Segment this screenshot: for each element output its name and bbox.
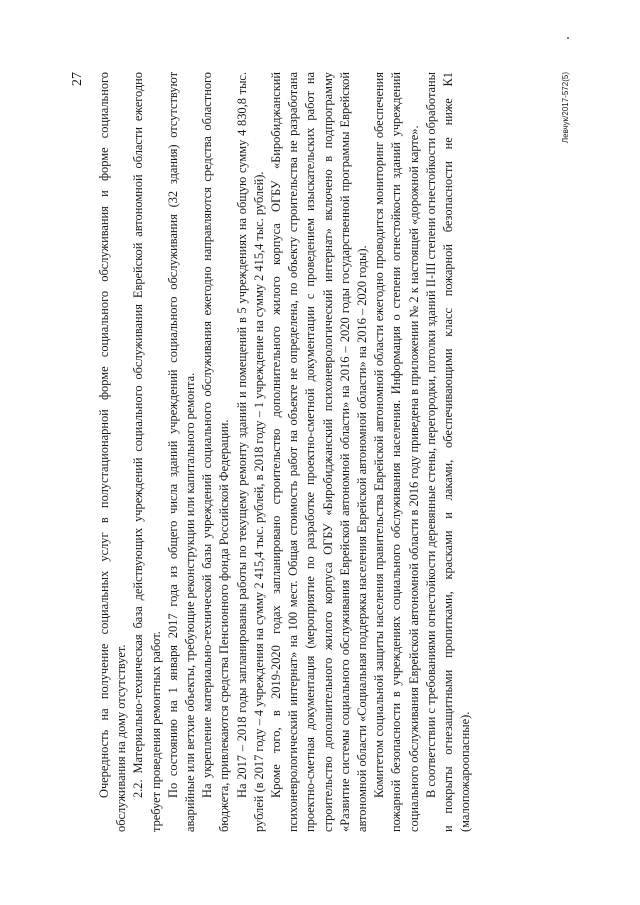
scan-speck [567, 37, 569, 39]
rotated-page [70, 72, 570, 832]
paragraph-fire-monitoring: Комитетом социальной защиты населения правительства Еврейской автономной области ежегодно проводится мониторинг обеспечения пожарной безопасности в учреждениях социального обслуживания населения. Информация о степени огнестойкости зданий учреждений социального обслуживания Еврейской автономной области в 2016 году приведена в приложении № 2 к настоящей «дорожной карте». [372, 72, 421, 832]
footer-code: Левчук/2017-572(5) [561, 72, 570, 144]
paragraph-repairs-plan: На 2017 – 2018 годы запланированы работы по текущему ремонту зданий и помещений в 5 учреждениях на общую сумму 4 830,8 тыс. рублей (в 2017 году – 4 учреждения на сумму 2 415,4 тыс. рублей, в 2018 году – 1 учреждение на сумму 2 415,4 тыс. рублей). [234, 72, 266, 832]
paragraph-fire-resistance: В соответствии с требованиями огнестойкости деревянные стены, перегородки, потолки зданий II-III степени огнестойкости обработаны и покрыты огнезащитными пропитками, красками и лаками, обеспечивающими класс пожарной безопасности не ниже К1 (малопожароопасные). [423, 72, 473, 832]
document-body [96, 72, 474, 832]
paragraph-buildings-state: По состоянию на 1 января 2017 года из общего числа зданий учреждений социального обслуживания (32 здания) отсутствуют аварийные или ветхие объекты, требующие реконструкции или капитального ремонта. [165, 72, 198, 832]
paragraph-material-base: 2.2. Материально-техническая база действующих учреждений социального обслуживания Еврейской автономной области ежегодно требует проведения ремонтных работ. [131, 72, 163, 832]
paragraph-construction: Кроме того, в 2019-2020 годах запланировано строительство дополнительного жилого корпуса ОГБУ «Биробиджанский психоневрологический интернат» на 100 мест. Общая стоимость работ на объекте не определена, по объекту строительства не разработана проектно-сметная документация (мероприятие по разработке проектно-сметной документации с проведением изыскательских работ на строительство дополнительного жилого корпуса ОГБУ «Биробиджанский психоневрологический интернат» включено в подпрограмму «Развитие системы социального обслуживания Еврейской автономной области» на 2016 – 2020 годы государственной программы Еврейской автономной области «Социальная поддержка населения Еврейской автономной области» на 2016 – 2020 годы). [269, 72, 370, 832]
paragraph-funding: На укрепление материально-технической базы учреждений социального обслуживания ежегодно направляются средства областного бюджета, привлекаются средства Пенсионного фонда Российской Федерации. [200, 72, 232, 832]
page-number: 27 [70, 72, 85, 86]
paragraph-queue: Очередность на получение социальных услуг в полустационарной форме социального обслуживания и форме социального обслуживания на дому отсутствует. [97, 72, 129, 832]
